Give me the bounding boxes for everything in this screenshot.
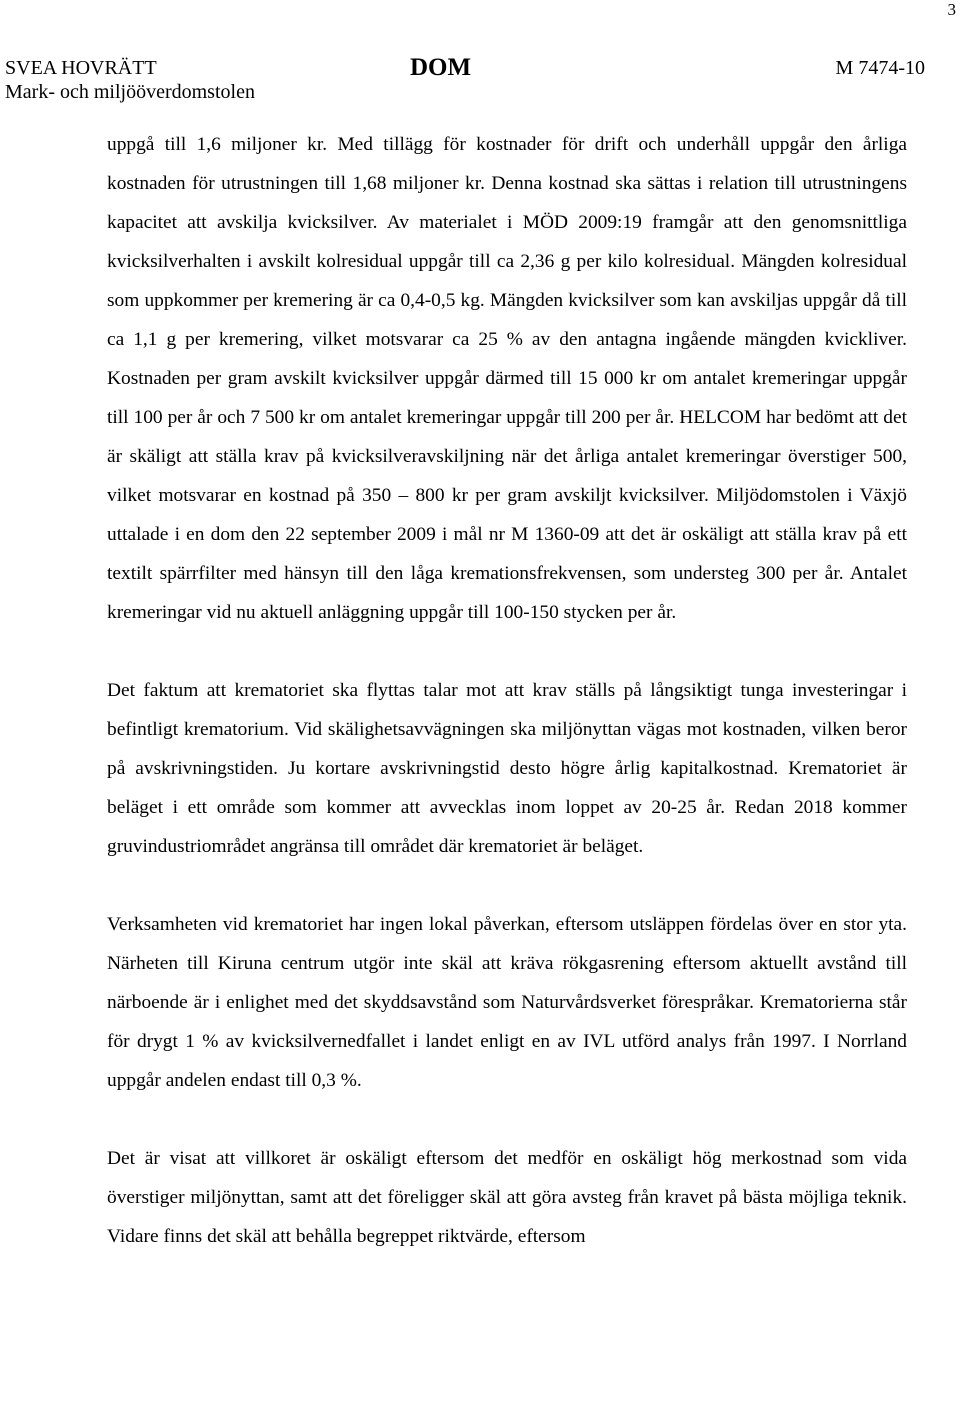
paragraph: Det faktum att krematoriet ska flyttas talar mot att krav ställs på långsiktigt tunga investeringar i befintligt krematorium. Vid skälighetsavvägningen ska miljönyttan vägas mot kostnaden, vilken beror på avskrivningstiden. Ju kortare avskrivningstid desto högre årlig kapitalkostnad. Krematoriet är beläget i ett område som kommer att avvecklas inom loppet av 20-25 år. Redan 2018 kommer gruvindustriområdet angränsa till området där krematoriet är beläget.	[107, 680, 907, 857]
paragraph: uppgå till 1,6 miljoner kr. Med tillägg för kostnader för drift och underhåll uppgår den årliga kostnaden för utrustningen till 1,68 miljoner kr. Denna kostnad ska sättas i relation till utrustningens kapacitet att avskilja kvicksilver. Av materialet i MÖD 2009:19 framgår att den genomsnittliga kvicksilverhalten i avskilt kolresidual uppgår till ca 2,36 g per kilo kolresidual. Mängden kolresidual som uppkommer per kremering är ca 0,4-0,5 kg. Mängden kvicksilver som kan avskiljas uppgår då till ca 1,1 g per kremering, vilket motsvarar ca 25 % av den antagna ingående mängden kvickliver. Kostnaden per gram avskilt kvicksilver uppgår därmed till 15 000 kr om antalet kremeringar uppgår till 100 per år och 7 500 kr om antalet kremeringar uppgår till 200 per år. HELCOM har bedömt att det är skäligt att ställa krav på kvicksilveravskiljning när det årliga antalet kremeringar överstiger 500, vilket motsvarar en kostnad på 350 – 800 kr per gram avskiljt kvicksilver. Miljödomstolen i Växjö uttalade i en dom den 22 september 2009 i mål nr M 1360-09 att det är oskäligt att ställa krav på ett textilt spärrfilter med hänsyn till den låga kremationsfrekvensen, som understeg 300 per år. Antalet kremeringar vid nu aktuell anläggning uppgår till 100-150 stycken per år.	[107, 134, 907, 623]
case-number: M 7474-10	[835, 57, 925, 79]
court-division: Mark- och miljööverdomstolen	[5, 81, 255, 103]
document-type: DOM	[410, 54, 472, 81]
paragraph: Det är visat att villkoret är oskäligt eftersom det medför en oskäligt hög merkostnad som vida överstiger miljönyttan, samt att det föreligger skäl att göra avsteg från kravet på bästa möjliga teknik. Vidare finns det skäl att behålla begreppet riktvärde, eftersom	[107, 1148, 907, 1247]
document-body	[107, 125, 907, 1256]
page-number: 3	[947, 0, 956, 19]
document-header	[5, 56, 925, 106]
court-name: SVEA HOVRÄTT	[5, 57, 157, 79]
paragraph: Verksamheten vid krematoriet har ingen lokal påverkan, eftersom utsläppen fördelas över en stor yta. Närheten till Kiruna centrum utgör inte skäl att kräva rökgasrening eftersom aktuellt avstånd till närboende är i enlighet med det skyddsavstånd som Naturvårdsverket förespråkar. Krematorierna står för drygt 1 % av kvicksilvernedfallet i landet enligt en av IVL utförd analys från 1997. I Norrland uppgår andelen endast till 0,3 %.	[107, 914, 907, 1091]
